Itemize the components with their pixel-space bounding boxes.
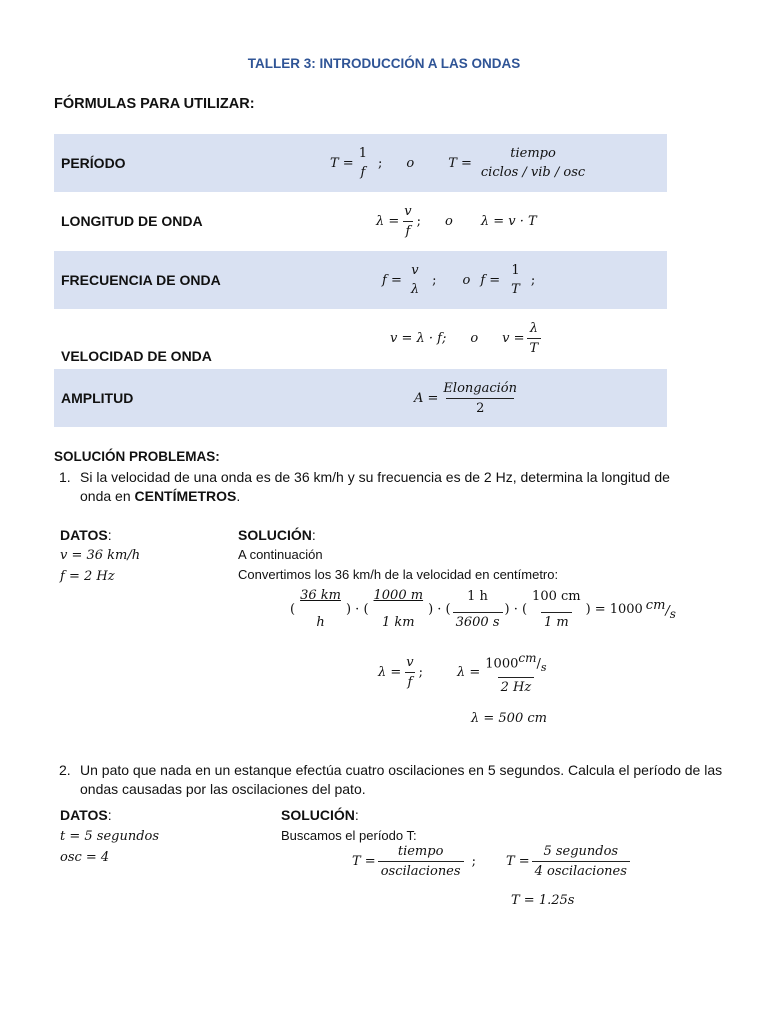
formula-amplitud	[414, 369, 522, 427]
problem-2-solucion-line1: Buscamos el período T:	[281, 828, 417, 843]
problem-2-dato-tiempo: t = 5 segundos	[60, 829, 160, 844]
solucion-heading: SOLUCIÓN PROBLEMAS:	[54, 449, 220, 464]
problem-2-solucion-label	[281, 807, 359, 823]
datos-label-text: DATOS	[60, 807, 108, 823]
problem-1-conversion	[290, 588, 676, 630]
formula-row-amplitud	[54, 369, 667, 427]
open-paren: (	[290, 601, 296, 617]
fraction	[401, 204, 414, 239]
formula-frecuencia	[382, 251, 535, 309]
problem-2-statement-line2: ondas causadas por las oscilaciones del pato.	[80, 781, 366, 797]
formula-rhs: v = λ · f;	[390, 330, 447, 346]
formula-velocidad	[390, 309, 543, 367]
problem-2-number: 2.	[59, 762, 71, 778]
formula-row-frecuencia	[54, 251, 667, 309]
fraction-numerator: 36 km	[300, 588, 341, 603]
fraction-numerator: 1000 m	[373, 588, 424, 603]
separator: ;	[418, 665, 424, 681]
formula-label-velocidad: VELOCIDAD DE ONDA	[61, 348, 212, 364]
colon: :	[107, 807, 112, 823]
formula-lhs: T =	[352, 854, 376, 869]
problem-1-lambda-equations	[378, 651, 552, 695]
fraction-denominator: 1 km	[381, 615, 415, 630]
solucion-label-text: SOLUCIÓN	[238, 527, 312, 543]
or-text: o	[462, 272, 471, 288]
conversion-result: = 1000	[594, 601, 643, 617]
statement-text: onda en	[80, 488, 135, 504]
problem-1-solucion-line1: A continuación	[238, 547, 323, 562]
fraction-numerator: 1 h	[467, 588, 488, 604]
separator: ;	[377, 155, 383, 171]
formula-lhs: λ =	[378, 665, 402, 681]
fraction-numerator: λ	[529, 320, 538, 336]
fraction	[408, 263, 422, 297]
formula-lhs: f =	[480, 272, 501, 288]
fraction-denominator: T	[527, 338, 542, 356]
separator: ;	[416, 213, 422, 229]
fraction-numerator: tiempo	[397, 844, 444, 859]
formulas-heading: FÓRMULAS PARA UTILIZAR:	[54, 96, 255, 112]
numerator-value: 1000	[485, 656, 519, 672]
fraction	[440, 381, 520, 416]
formula-row-velocidad	[54, 309, 667, 367]
formula-label-frecuencia: FRECUENCIA DE ONDA	[61, 272, 221, 288]
or-text: o	[406, 155, 415, 171]
problem-2-dato-oscilaciones: osc = 4	[60, 850, 110, 865]
formula-lhs: f =	[382, 272, 402, 288]
problem-1-answer: λ = 500 cm	[471, 711, 547, 726]
formula-row-longitud	[54, 192, 667, 250]
problem-1-solucion-label	[238, 527, 316, 543]
fraction	[529, 589, 584, 630]
problem-2-datos-label	[60, 807, 112, 823]
formula-lhs: v =	[502, 330, 525, 346]
statement-text: .	[236, 488, 241, 504]
fraction-numerator: v	[411, 263, 419, 278]
fraction-denominator: h	[316, 615, 325, 630]
formula-lhs: A =	[414, 390, 439, 406]
solucion-label-text: SOLUCIÓN	[281, 807, 355, 823]
fraction	[371, 588, 427, 630]
unit-numerator: cm	[518, 651, 537, 665]
formula-rhs: λ = v · T	[480, 213, 537, 229]
fraction-denominator: f	[403, 221, 414, 239]
unit-numerator: cm	[645, 597, 666, 613]
datos-label-text: DATOS	[60, 527, 108, 543]
close-paren-dot: ) · (	[428, 601, 451, 617]
problem-1-dato-velocidad: v = 36 km/h	[60, 548, 141, 563]
fraction-numerator: 5 segundos	[543, 844, 619, 859]
page-title: TALLER 3: INTRODUCCIÓN A LAS ONDAS	[247, 56, 521, 71]
fraction-numerator: 100 cm	[532, 588, 581, 604]
formula-longitud	[376, 192, 537, 250]
formula-lhs: T =	[330, 155, 354, 171]
formula-label-longitud: LONGITUD DE ONDA	[61, 213, 203, 229]
problem-2-statement-line1: Un pato que nada en un estanque efectúa cuatro oscilaciones en 5 segundos. Calcula el período de las	[80, 762, 723, 778]
close-paren: )	[585, 601, 591, 617]
close-paren-dot: ) · (	[504, 601, 528, 617]
formula-periodo	[330, 134, 590, 192]
fraction	[453, 589, 503, 630]
fraction-numerator: 1	[358, 146, 367, 161]
fraction-denominator: 1 m	[541, 612, 572, 630]
conversion-unit: $^{cm}/_s$	[645, 597, 676, 621]
fraction-numerator: $1000^{cm}/_s$	[485, 651, 547, 674]
colon: :	[107, 527, 112, 543]
formula-lhs: λ =	[376, 213, 400, 229]
fraction-denominator: f	[405, 672, 416, 690]
fraction-denominator: λ	[410, 282, 420, 297]
problem-1-statement-line1: Si la velocidad de una onda es de 36 km/h y su frecuencia es de 2 Hz, determina la longitud de	[80, 469, 670, 485]
formula-lhs: T =	[505, 854, 530, 869]
problem-2-period-equations	[352, 844, 632, 879]
fraction	[527, 321, 542, 356]
unit-denominator: s	[540, 660, 547, 674]
fraction	[378, 844, 464, 879]
fraction-denominator: 2 Hz	[498, 677, 535, 695]
fraction-denominator: 4 oscilaciones	[532, 861, 630, 879]
formula-lhs: T =	[448, 155, 472, 171]
or-text: o	[445, 213, 453, 229]
fraction	[297, 588, 344, 630]
or-text: o	[470, 330, 479, 346]
separator: ;	[471, 854, 476, 869]
fraction-denominator: f	[360, 165, 366, 180]
fraction	[532, 844, 630, 879]
problem-1-datos-label	[60, 527, 112, 543]
separator: ;	[432, 272, 437, 288]
fraction-numerator: 1	[511, 263, 520, 278]
fraction	[356, 146, 370, 180]
fraction-numerator: v	[406, 655, 414, 671]
problem-1-statement-line2	[80, 488, 240, 504]
fraction	[478, 146, 588, 180]
fraction-denominator: 3600 s	[453, 612, 503, 630]
formula-row-periodo	[54, 134, 667, 192]
fraction-numerator: tiempo	[510, 146, 556, 161]
separator: ;	[530, 272, 536, 288]
fraction	[403, 655, 416, 690]
problem-1-dato-frecuencia: f = 2 Hz	[60, 569, 115, 584]
fraction-denominator: oscilaciones	[378, 861, 464, 879]
fraction-numerator: Elongación	[443, 380, 517, 396]
fraction-numerator: v	[404, 203, 412, 219]
colon: :	[354, 807, 359, 823]
fraction-denominator: ciclos / vib / osc	[480, 165, 586, 180]
problem-1-number: 1.	[59, 469, 71, 485]
fraction-denominator: T	[511, 282, 520, 297]
fraction	[482, 651, 549, 695]
formula-label-amplitud: AMPLITUD	[61, 390, 134, 406]
problem-2-answer: T = 1.25s	[511, 893, 575, 908]
problem-1-solucion-line2: Convertimos los 36 km/h de la velocidad en centímetro:	[238, 567, 559, 582]
fraction-denominator: 2	[446, 398, 514, 416]
unit-denominator: s	[669, 606, 676, 621]
formula-lhs: λ =	[457, 665, 481, 681]
statement-emphasis: CENTÍMETROS	[134, 488, 237, 504]
colon: :	[311, 527, 316, 543]
close-paren-dot: ) · (	[345, 601, 369, 617]
formula-label-periodo: PERÍODO	[61, 155, 126, 171]
fraction	[508, 263, 523, 297]
